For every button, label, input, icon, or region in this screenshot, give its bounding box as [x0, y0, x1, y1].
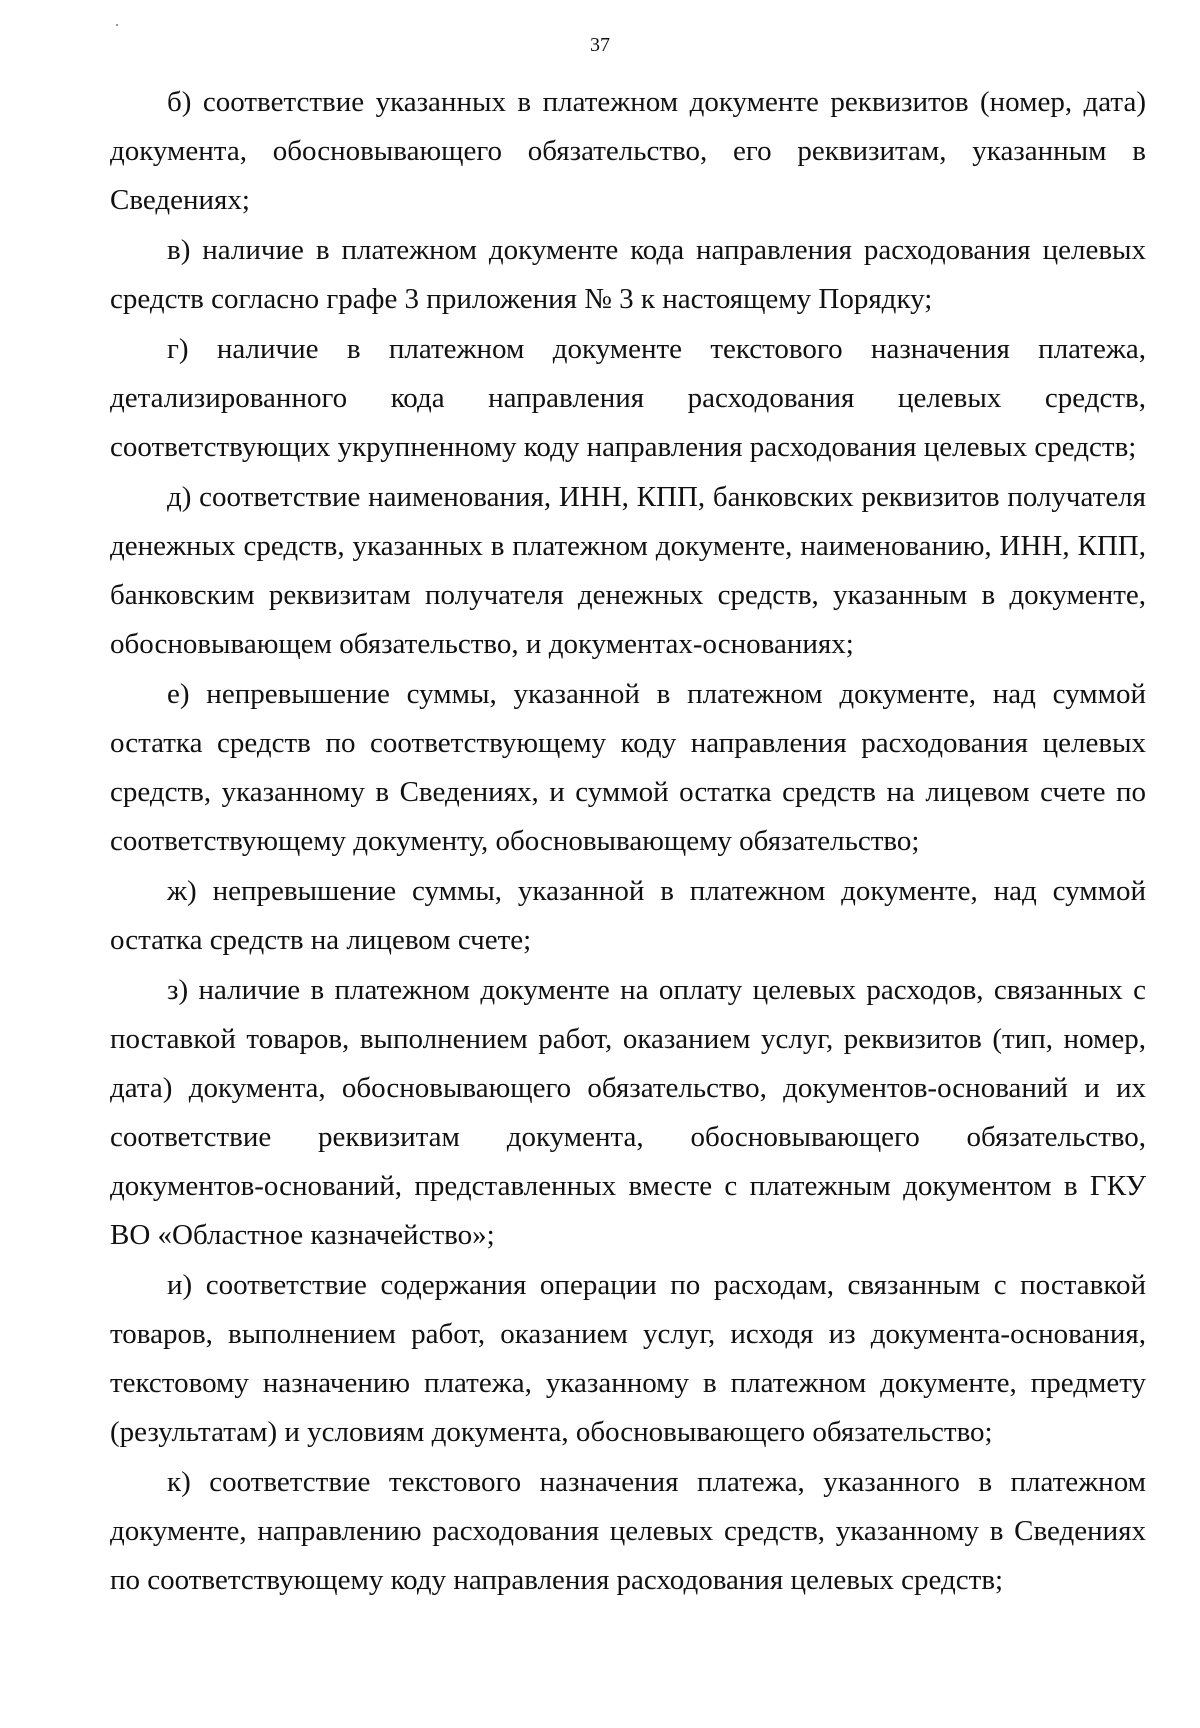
paragraph-d: д) соответствие наименования, ИНН, КПП, банковских реквизитов получателя денежных средств, указанных в платежном документе, наименованию, ИНН, КПП, банковским реквизитам получателя денежных средств, указанным в документе, обосновывающем обязательство, и документах-основаниях; — [110, 481, 1146, 660]
page-number: 37 — [590, 34, 610, 56]
paragraph-i: и) соответствие содержания операции по расходам, связанным с поставкой товаров, выполнением работ, оказанием услуг, исходя из документа-основания, текстовому назначению платежа, указанному в платежном документе, предмету (результатам) и условиям документа, обосновывающего обязательство; — [110, 1269, 1146, 1448]
paragraph-v: в) наличие в платежном документе кода направления расходования целевых средств согласно графе 3 приложения № 3 к настоящему Порядку; — [110, 234, 1146, 315]
paragraph-e: е) непревышение суммы, указанной в платежном документе, над суммой остатка средств по соответствующему коду направления расходования целевых средств, указанному в Сведениях, и суммой остатка средств на лицевом счете по соответствующему документу, обосновывающему обязательство; — [110, 678, 1146, 857]
page-body — [110, 78, 1146, 1605]
paragraph-zh: ж) непревышение суммы, указанной в платежном документе, над суммой остатка средств на лицевом счете; — [110, 875, 1146, 956]
scan-speck — [116, 24, 118, 26]
paragraph-b: б) соответствие указанных в платежном документе реквизитов (номер, дата) документа, обосновывающего обязательство, его реквизитам, указанным в Сведениях; — [110, 86, 1146, 216]
paragraph-g: г) наличие в платежном документе текстового назначения платежа, детализированного кода направления расходования целевых средств, соответствующих укрупненному коду направления расходования целевых средств; — [110, 333, 1146, 463]
paragraph-z: з) наличие в платежном документе на оплату целевых расходов, связанных с поставкой товаров, выполнением работ, оказанием услуг, реквизитов (тип, номер, дата) документа, обосновывающего обязательство, документов-оснований и их соответствие реквизитам документа, обосновывающего обязательство, документов-оснований, представленных вместе с платежным документом в ГКУ ВО «Областное казначейство»; — [110, 974, 1146, 1251]
paragraph-k: к) соответствие текстового назначения платежа, указанного в платежном документе, направлению расходования целевых средств, указанному в Сведениях по соответствующему коду направления расходования целевых средств; — [110, 1466, 1146, 1596]
